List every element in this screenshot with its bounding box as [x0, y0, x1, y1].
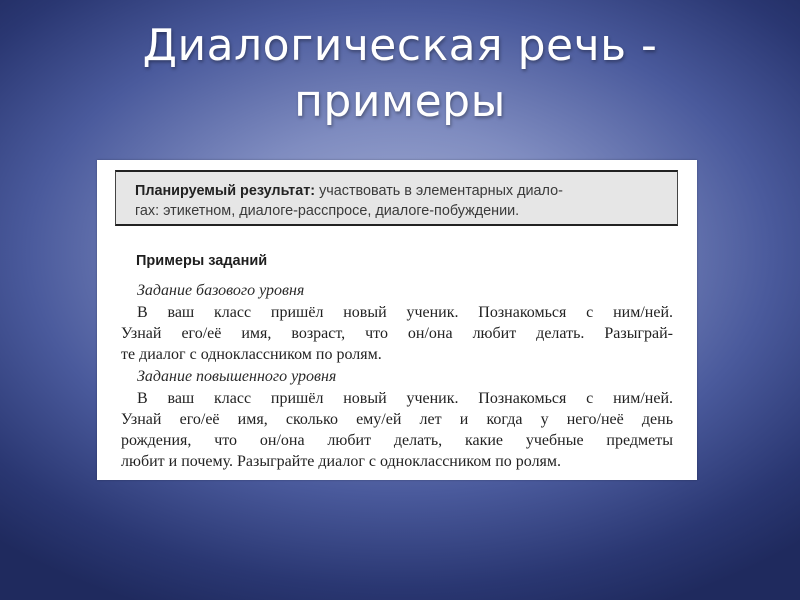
task-basic-line: Узнай его/её имя, возраст, что он/она любит делать. Разыграй- — [121, 325, 673, 342]
planned-result-text-2: гах: этикетном, диалоге-расспросе, диалоге-побуждении. — [135, 203, 520, 219]
task-advanced-text — [121, 388, 673, 472]
slide-title — [0, 18, 800, 130]
examples-heading: Примеры заданий — [136, 253, 268, 269]
task-advanced-title: Задание повышенного уровня — [137, 368, 337, 385]
task-basic-line: В ваш класс пришёл новый ученик. Познакомься с ним/ней. — [137, 304, 673, 321]
planned-result-line-1 — [135, 181, 667, 201]
task-advanced-line: любит и почему. Разыграйте диалог с одноклассником по ролям. — [121, 453, 562, 470]
planned-result-label: Планируемый результат: — [135, 183, 316, 199]
task-basic-text — [121, 302, 673, 365]
slide-title-line-2: примеры — [294, 76, 506, 127]
task-advanced-line: рождения, что он/она любит делать, какие учебные предметы — [121, 432, 673, 449]
task-advanced-line: Узнай его/её имя, сколько ему/ей лет и когда у него/неё день — [121, 411, 673, 428]
task-advanced-line: В ваш класс пришёл новый ученик. Познакомься с ним/ней. — [137, 390, 673, 407]
planned-result-text-1: участвовать в элементарных диало- — [319, 183, 563, 199]
slide-title-line-1: Диалогическая речь - — [142, 20, 658, 71]
planned-result-box — [115, 170, 678, 226]
textbook-excerpt — [97, 160, 697, 480]
task-basic-title: Задание базового уровня — [137, 282, 305, 299]
task-basic-line: те диалог с одноклассником по ролям. — [121, 346, 382, 363]
